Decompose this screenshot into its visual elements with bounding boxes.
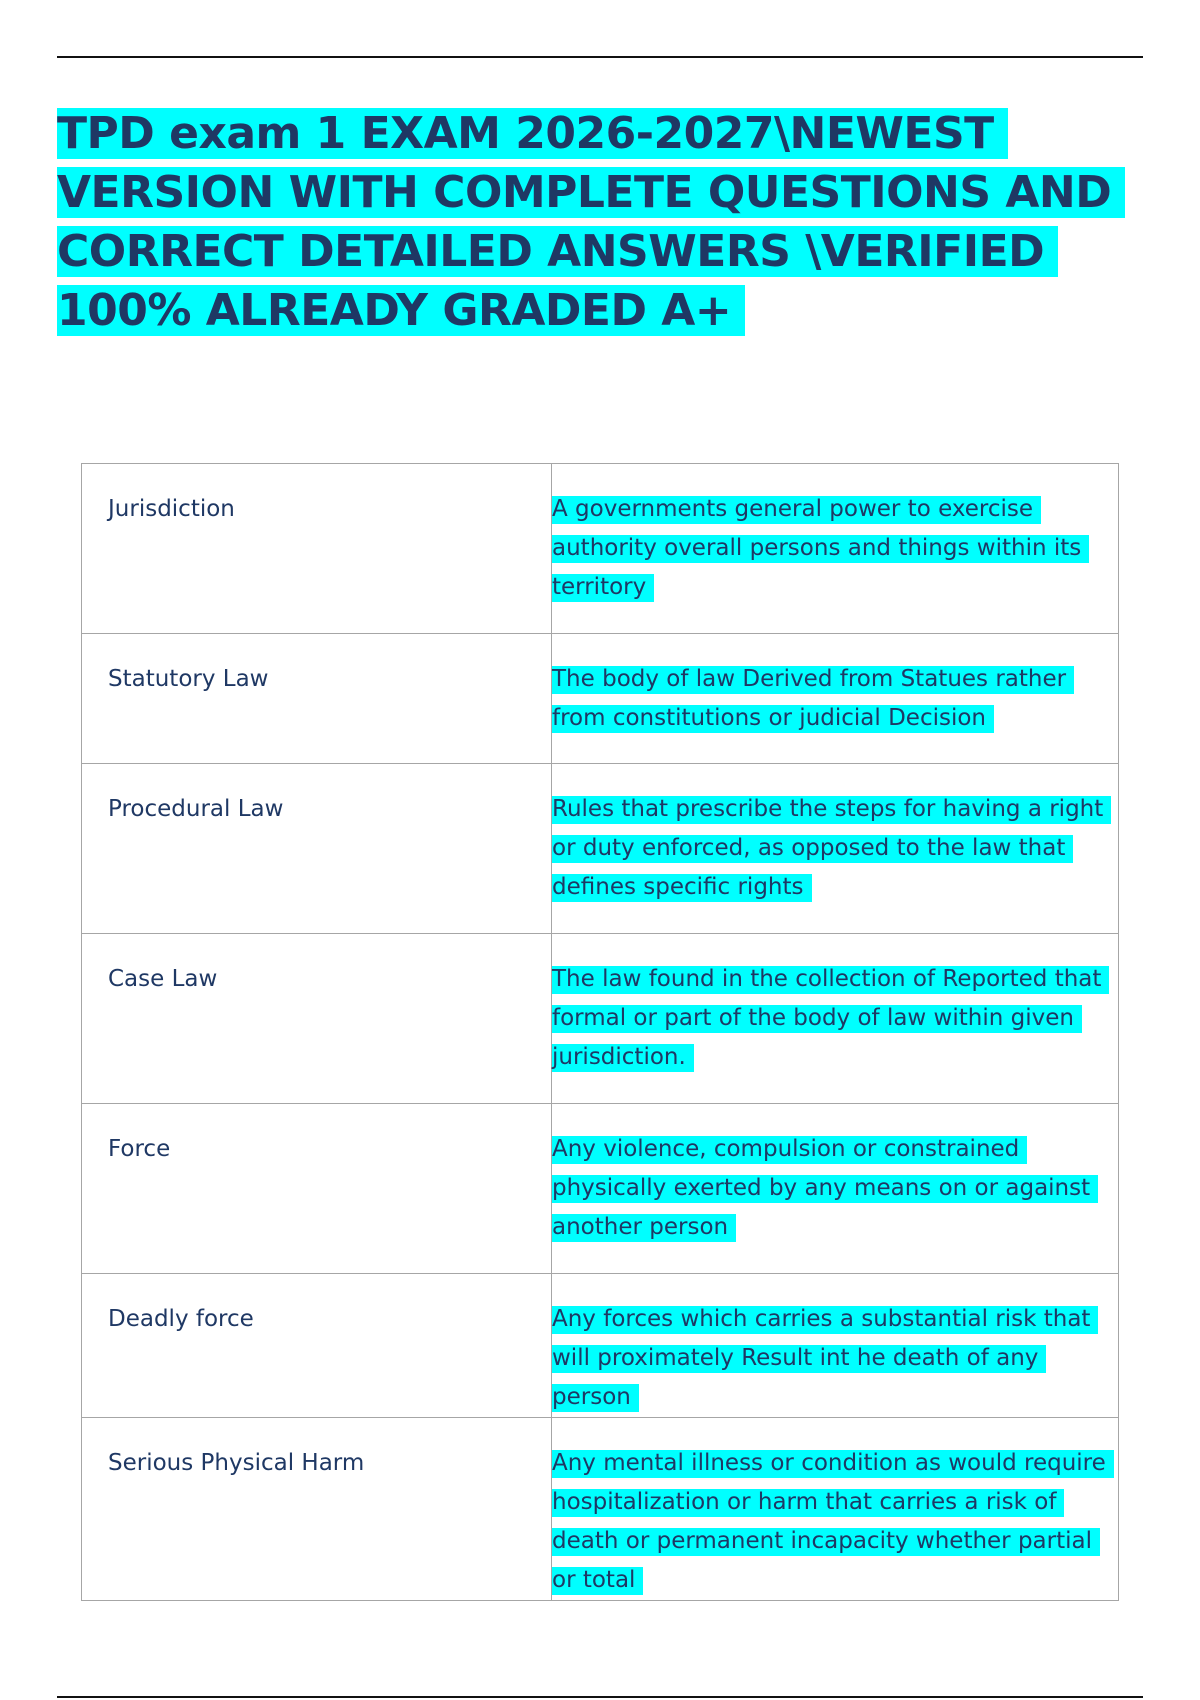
title-highlight: TPD exam 1 EXAM 2026-2027\NEWEST VERSION WITH COMPLETE QUESTIONS AND CORRECT DETAILED ANSWERS \VERIFIED 100% ALREADY GRADED A+ <box>57 108 1125 336</box>
definition-cell <box>552 1274 1119 1418</box>
definition-cell <box>552 934 1119 1104</box>
definition-text: Any forces which carries a substantial risk that will proximately Result int he death of any person <box>552 1306 1098 1412</box>
table-row <box>82 464 1119 634</box>
term-cell: Procedural Law <box>82 764 552 934</box>
definition-text: Rules that prescribe the steps for having a right or duty enforced, as opposed to the law that defines specific rights <box>552 796 1111 902</box>
bottom-divider <box>57 1696 1143 1698</box>
term-cell: Serious Physical Harm <box>82 1418 552 1601</box>
definition-text: Any mental illness or condition as would require hospitalization or harm that carries a risk of death or permanent incapacity whether partial or total <box>552 1450 1114 1595</box>
top-divider <box>57 56 1143 58</box>
definition-cell <box>552 764 1119 934</box>
table-row <box>82 764 1119 934</box>
table-row <box>82 1104 1119 1274</box>
table-row <box>82 934 1119 1104</box>
definition-cell <box>552 1418 1119 1601</box>
term-cell: Jurisdiction <box>82 464 552 634</box>
term-cell: Deadly force <box>82 1274 552 1418</box>
definition-cell <box>552 464 1119 634</box>
definition-text: The law found in the collection of Reported that formal or part of the body of law within given jurisdiction. <box>552 966 1109 1072</box>
definition-cell <box>552 634 1119 764</box>
table-row <box>82 1418 1119 1601</box>
term-cell: Statutory Law <box>82 634 552 764</box>
table-row <box>82 1274 1119 1418</box>
terms-table <box>81 463 1119 1601</box>
definition-text: The body of law Derived from Statues rather from constitutions or judicial Decision <box>552 666 1074 733</box>
table-row <box>82 634 1119 764</box>
definition-cell <box>552 1104 1119 1274</box>
page-title <box>57 104 1157 340</box>
term-cell: Case Law <box>82 934 552 1104</box>
definition-text: A governments general power to exercise authority overall persons and things within its territory <box>552 496 1089 602</box>
definition-text: Any violence, compulsion or constrained physically exerted by any means on or against another person <box>552 1136 1098 1242</box>
term-cell: Force <box>82 1104 552 1274</box>
